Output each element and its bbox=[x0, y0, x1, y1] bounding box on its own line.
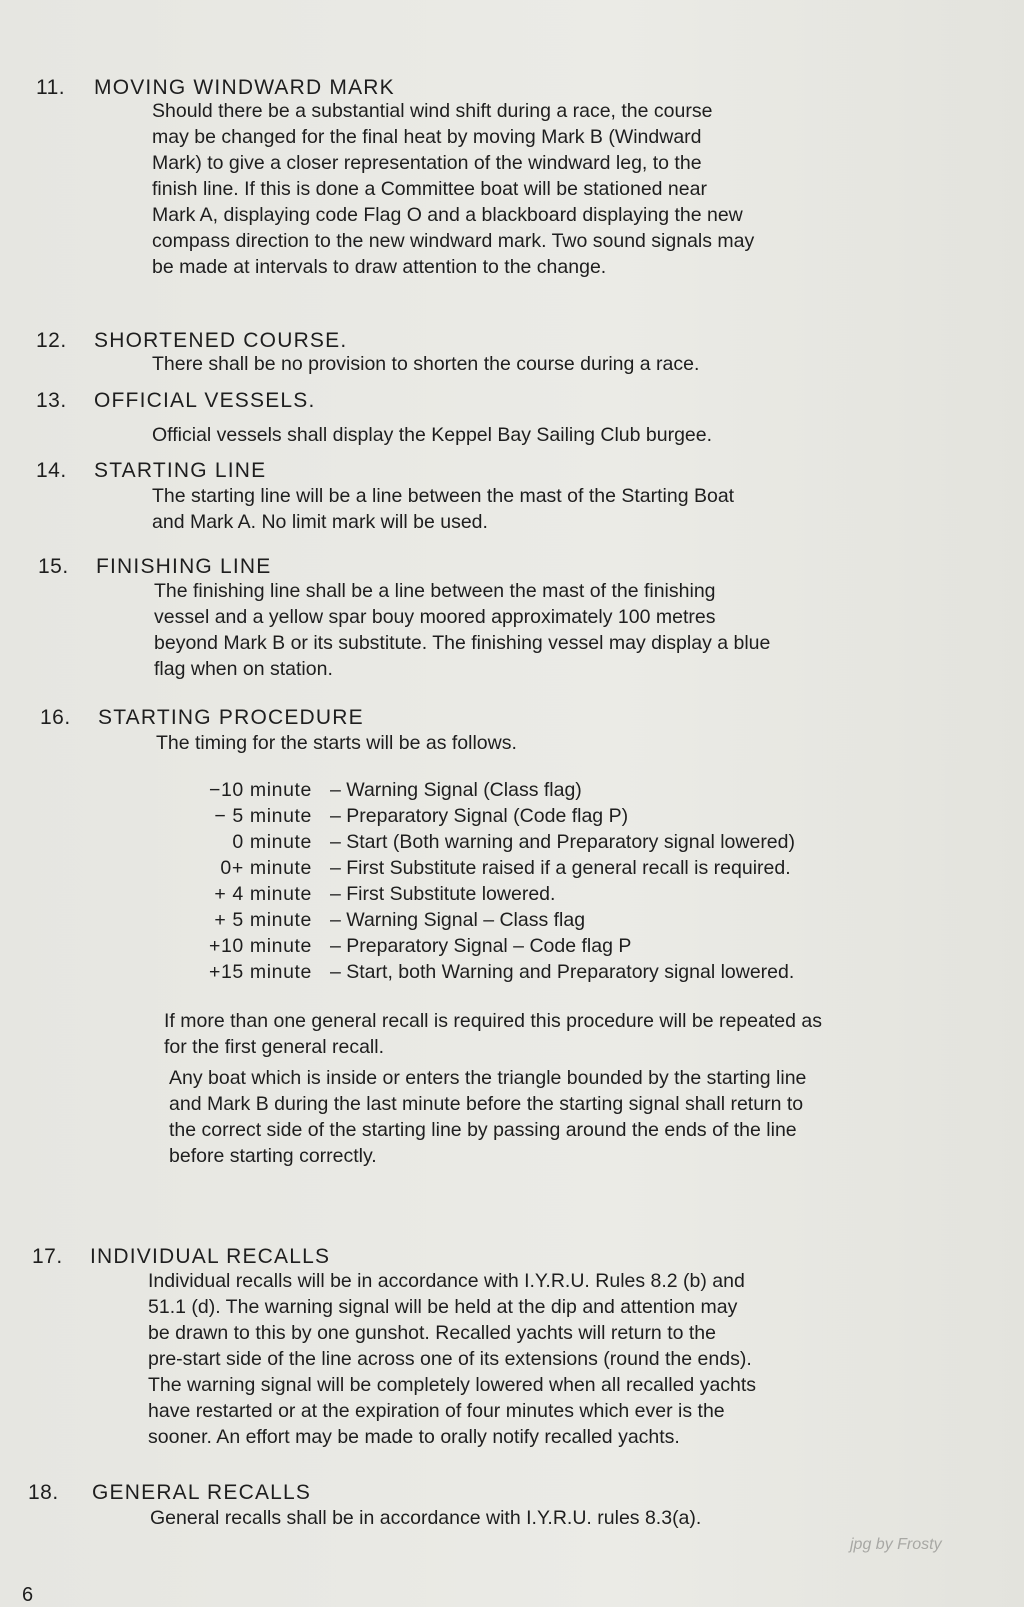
watermark: jpg by Frosty bbox=[850, 1536, 942, 1553]
timing-row bbox=[192, 829, 795, 855]
timing-time: +15 minute bbox=[208, 961, 312, 983]
section-body: The starting line will be a line between the mast of the Starting Boat and Mark A. No limit mark will be used. bbox=[152, 485, 735, 533]
section-heading: GENERAL RECALLS bbox=[92, 1481, 312, 1504]
timing-time: + 5 minute bbox=[214, 909, 312, 931]
section-heading: STARTING LINE bbox=[94, 459, 267, 482]
timing-row bbox=[192, 855, 795, 881]
section-number: 16. bbox=[40, 706, 71, 729]
section-number: 18. bbox=[28, 1481, 59, 1504]
section-body: There shall be no provision to shorten the course during a race. bbox=[152, 353, 700, 375]
timing-row bbox=[192, 803, 795, 829]
section-number: 12. bbox=[36, 329, 67, 352]
timing-description: – Start, both Warning and Preparatory signal lowered. bbox=[330, 961, 795, 983]
section-number: 15. bbox=[38, 555, 69, 578]
timing-description: – Preparatory Signal – Code flag P bbox=[330, 935, 632, 957]
section-body: The finishing line shall be a line between the mast of the finishing vessel and a yellow spar bouy moored approximately 100 metres beyond Mark B or its substitute. The finishing vessel may display a blue flag when on station. bbox=[154, 580, 771, 680]
section-heading: FINISHING LINE bbox=[96, 555, 272, 578]
timing-description: – First Substitute lowered. bbox=[330, 883, 556, 905]
section-number: 17. bbox=[32, 1245, 63, 1268]
timing-time: 0+ minute bbox=[220, 857, 312, 879]
timing-row bbox=[192, 881, 795, 907]
timing-table bbox=[192, 777, 795, 985]
timing-description: – First Substitute raised if a general recall is required. bbox=[330, 857, 791, 879]
section-number: 14. bbox=[36, 459, 67, 482]
section-paragraph: If more than one general recall is required this procedure will be repeated as for the first general recall. bbox=[164, 1010, 822, 1058]
section-paragraph: Any boat which is inside or enters the triangle bounded by the starting line and Mark B during the last minute before the starting signal shall return to the correct side of the starting line by passing around the ends of the line before starting correctly. bbox=[169, 1067, 807, 1167]
section-body: Individual recalls will be in accordance with I.Y.R.U. Rules 8.2 (b) and 51.1 (d). The warning signal will be held at the dip and attention may be drawn to this by one gunshot. Recalled yachts will return to the pre-start side of the line across one of its extensions (round the ends). The warning signal will be completely lowered when all recalled yachts have restarted or at the expiration of four minutes which ever is the sooner. An effort may be made to orally notify recalled yachts. bbox=[148, 1270, 757, 1448]
timing-time: − 5 minute bbox=[214, 805, 312, 827]
section-body: Should there be a substantial wind shift during a race, the course may be changed for the final heat by moving Mark B (Windward Mark) to give a closer representation of the windward leg, to the finish line. If this is done a Committee boat will be stationed near Mark A, displaying code Flag O and a blackboard displaying the new compass direction to the new windward mark. Two sound signals may be made at intervals to draw attention to the change. bbox=[152, 100, 755, 278]
timing-description: – Start (Both warning and Preparatory signal lowered) bbox=[330, 831, 795, 853]
section-body: The timing for the starts will be as follows. bbox=[156, 732, 517, 754]
page-number: 6 bbox=[22, 1584, 34, 1606]
section-heading: OFFICIAL VESSELS. bbox=[94, 389, 316, 412]
section-heading: INDIVIDUAL RECALLS bbox=[90, 1245, 331, 1268]
timing-description: – Preparatory Signal (Code flag P) bbox=[330, 805, 629, 827]
timing-time: + 4 minute bbox=[214, 883, 312, 905]
section-heading: STARTING PROCEDURE bbox=[98, 706, 364, 729]
timing-description: – Warning Signal – Class flag bbox=[330, 909, 586, 931]
section-heading: MOVING WINDWARD MARK bbox=[94, 76, 395, 99]
section-heading: SHORTENED COURSE. bbox=[94, 329, 348, 352]
timing-row bbox=[192, 777, 795, 803]
section-body: General recalls shall be in accordance with I.Y.R.U. rules 8.3(a). bbox=[150, 1507, 702, 1529]
section-number: 13. bbox=[36, 389, 67, 412]
section-number: 11. bbox=[36, 76, 66, 99]
timing-time: −10 minute bbox=[208, 779, 312, 801]
section-body: Official vessels shall display the Keppel Bay Sailing Club burgee. bbox=[152, 424, 713, 446]
timing-row bbox=[192, 933, 795, 959]
timing-description: – Warning Signal (Class flag) bbox=[330, 779, 582, 801]
timing-row bbox=[192, 907, 795, 933]
timing-time: 0 minute bbox=[232, 831, 312, 853]
timing-time: +10 minute bbox=[208, 935, 312, 957]
timing-row bbox=[192, 959, 795, 985]
